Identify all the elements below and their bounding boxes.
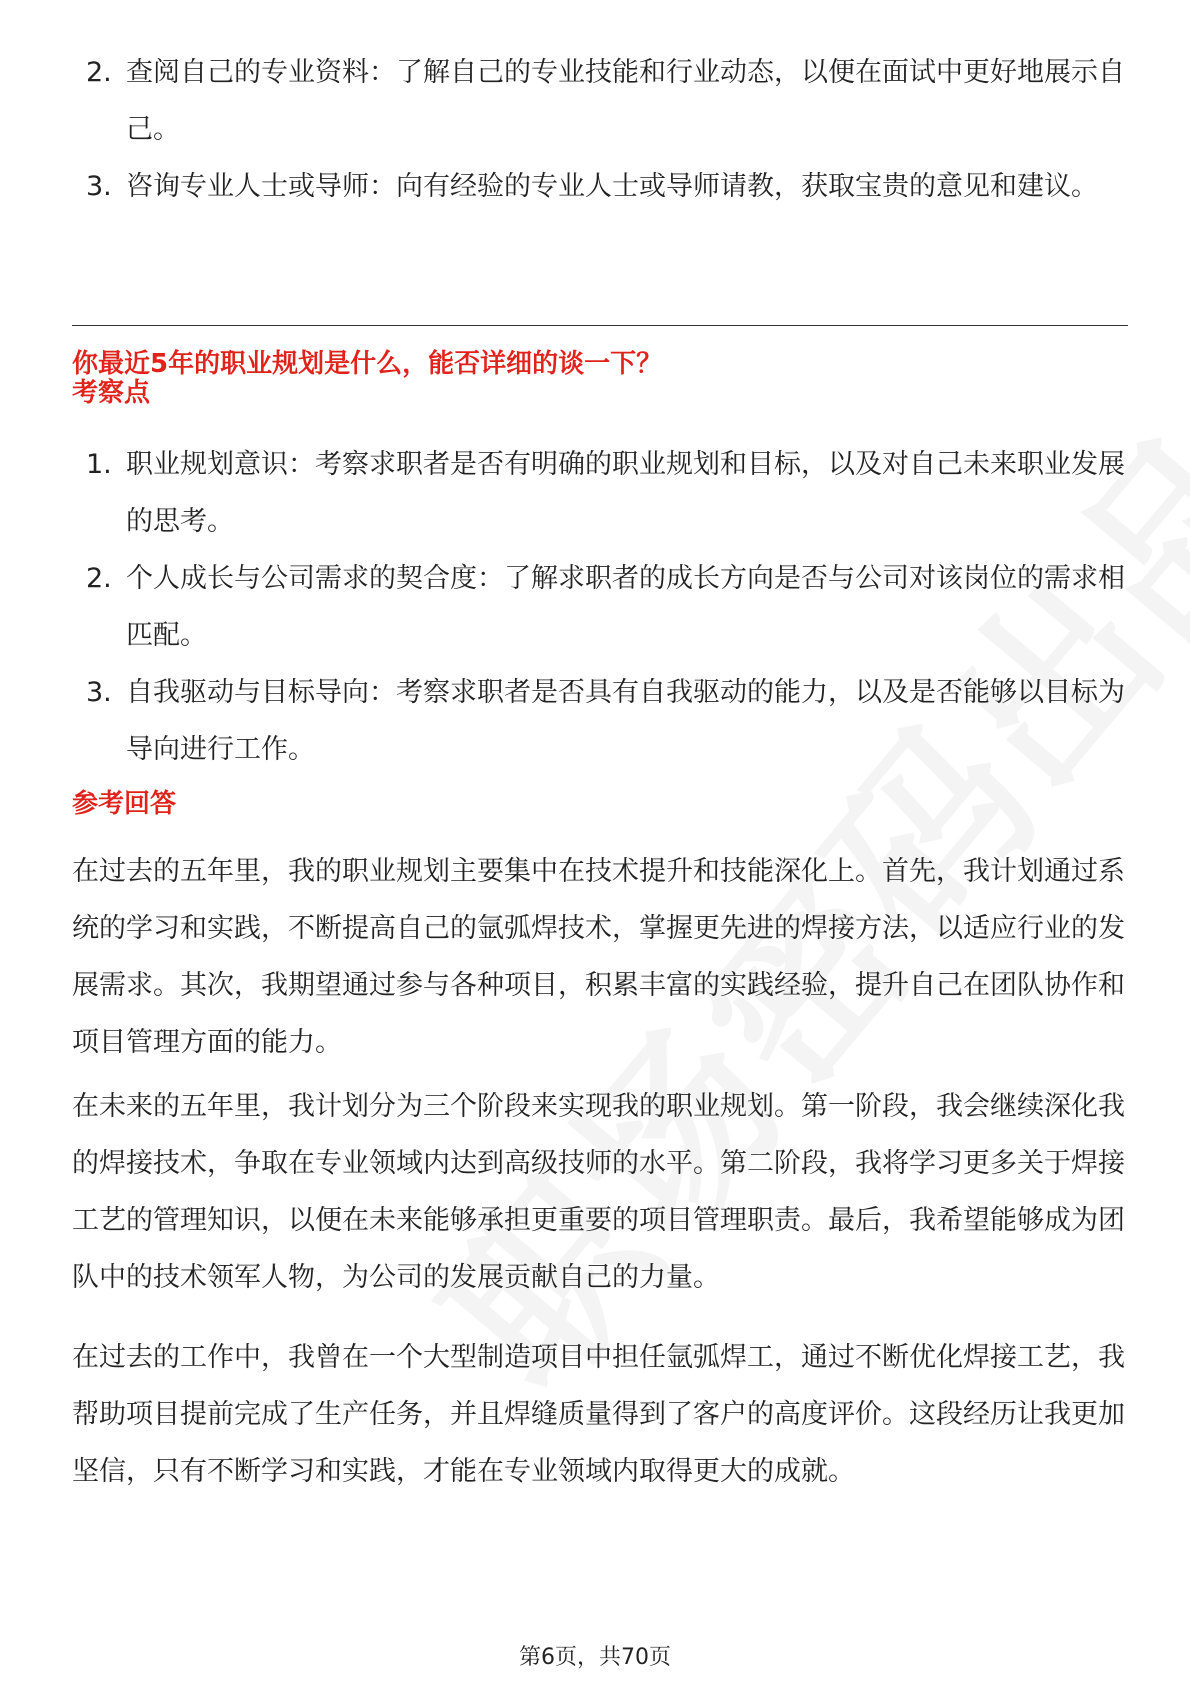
section-divider (72, 325, 1128, 326)
list-item (72, 158, 1128, 215)
list-item (72, 44, 1128, 158)
list-text: 职业规划意识：考察求职者是否有明确的职业规划和目标，以及对自己未来职业发展的思考。 (126, 449, 1125, 537)
list-text: 咨询专业人士或导师：向有经验的专业人士或导师请教，获取宝贵的意见和建议。 (126, 171, 1098, 202)
list-number: 3. (86, 171, 112, 202)
list-item (72, 664, 1128, 778)
list-text: 个人成长与公司需求的契合度：了解求职者的成长方向是否与公司对该岗位的需求相匹配。 (126, 563, 1125, 651)
top-numbered-list (72, 44, 1128, 215)
list-number: 2. (86, 57, 112, 88)
list-number: 2. (86, 563, 112, 594)
answer-paragraph: 在未来的五年里，我计划分为三个阶段来实现我的职业规划。第一阶段，我会继续深化我的焊接技术，争取在专业领域内达到高级技师的水平。第二阶段，我将学习更多关于焊接工艺的管理知识，以便在未来能够承担更重要的项目管理职责。最后，我希望能够成为团队中的技术领军人物，为公司的发展贡献自己的力量。 (72, 1091, 1125, 1293)
list-number: 3. (86, 677, 112, 708)
answer-paragraph: 在过去的工作中，我曾在一个大型制造项目中担任氩弧焊工，通过不断优化焊接工艺，我帮助项目提前完成了生产任务，并且焊缝质量得到了客户的高度评价。这段经历让我更加坚信，只有不断学习和实践，才能在专业领域内取得更大的成就。 (72, 1342, 1125, 1487)
question-heading: 你最近5年的职业规划是什么，能否详细的谈一下？ (72, 349, 663, 379)
list-text: 查阅自己的专业资料：了解自己的专业技能和行业动态，以便在面试中更好地展示自己。 (126, 57, 1125, 145)
list-item (72, 436, 1128, 550)
points-heading: 考察点 (72, 378, 151, 408)
list-text: 自我驱动与目标导向：考察求职者是否具有自我驱动的能力，以及是否能够以目标为导向进行工作。 (126, 677, 1125, 765)
points-list (72, 436, 1128, 778)
answer-heading: 参考回答 (72, 789, 177, 819)
list-number: 1. (86, 449, 112, 480)
list-item (72, 550, 1128, 664)
answer-paragraph: 在过去的五年里，我的职业规划主要集中在技术提升和技能深化上。首先，我计划通过系统的学习和实践，不断提高自己的氩弧焊技术，掌握更先进的焊接方法，以适应行业的发展需求。其次，我期望通过参与各种项目，积累丰富的实践经验，提升自己在团队协作和项目管理方面的能力。 (72, 856, 1125, 1058)
page-footer: 第6页，共70页 (519, 1645, 671, 1670)
